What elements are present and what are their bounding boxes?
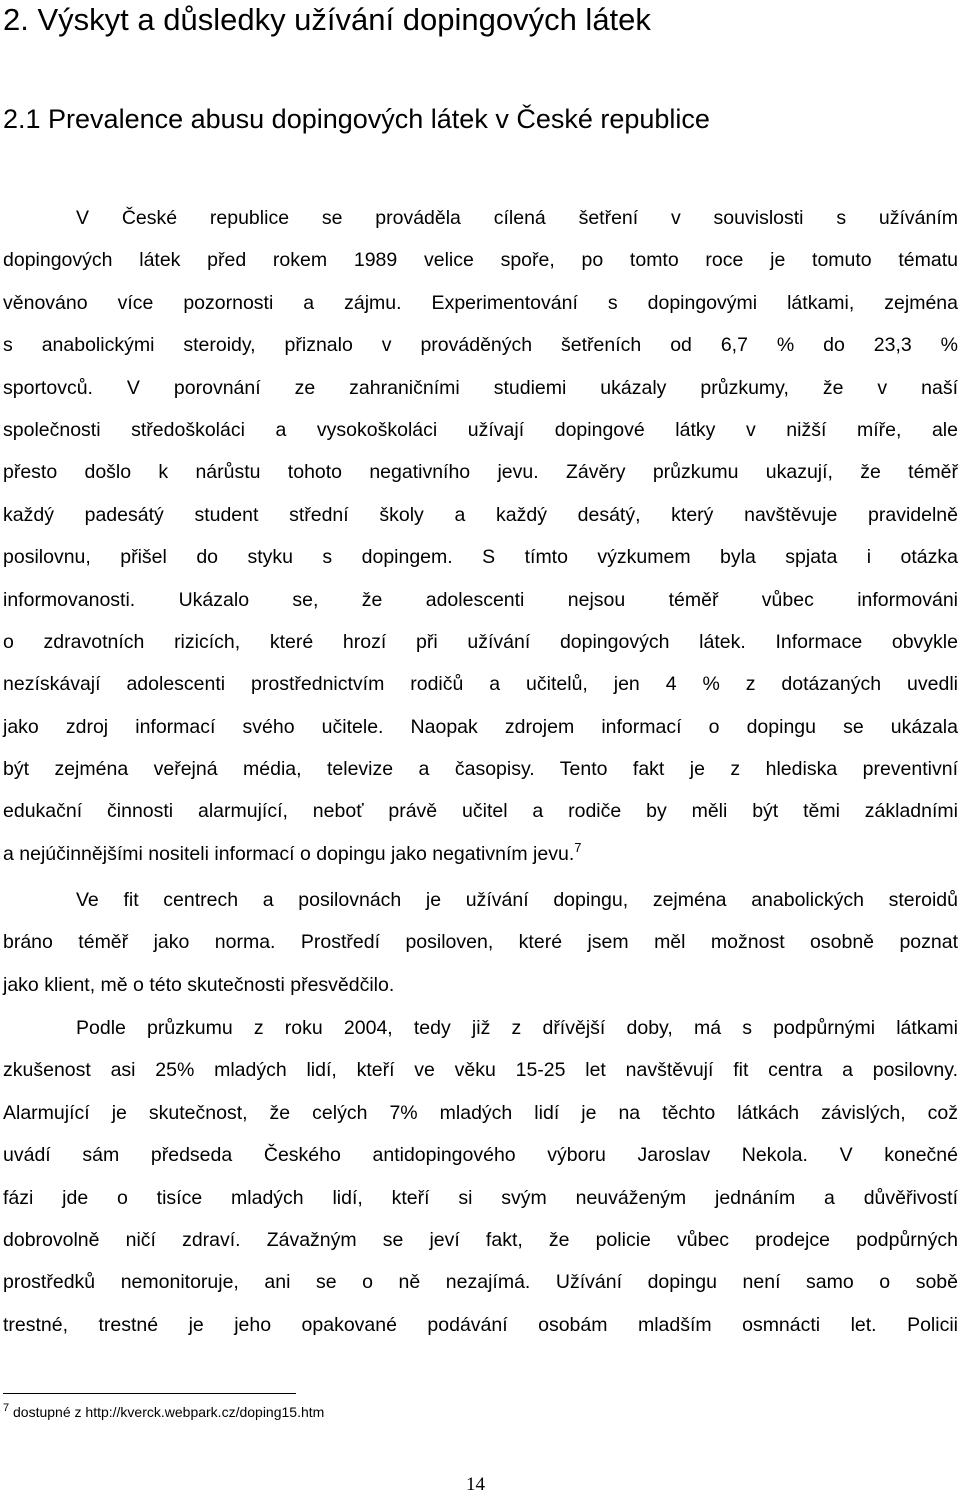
paragraph-line: dobrovolně ničí zdraví. Závažným se jeví fakt, že policie vůbec prodejce podpůrných [3, 1228, 958, 1251]
footnote-divider [3, 1393, 296, 1394]
paragraph-line: zkušenost asi 25% mladých lidí, kteří ve věku 15-25 let navštěvují fit centra a posilovny. [3, 1059, 958, 1082]
paragraph-3 [3, 1007, 958, 1346]
paragraph-line: informovanosti. Ukázalo se, že adolescenti nejsou téměř vůbec informováni [3, 588, 958, 611]
paragraph-line: být zejména veřejná média, televize a časopisy. Tento fakt je z hlediska preventivní [3, 758, 958, 781]
paragraph-line: posilovnu, přišel do styku s dopingem. S tímto výzkumem byla spjata i otázka [3, 546, 958, 569]
paragraph-line: trestné, trestné je jeho opakované podávání osobám mladším osmnácti let. Policii [3, 1313, 958, 1336]
paragraph-line: edukační činnosti alarmující, neboť právě učitel a rodiče by měli být těmi základními [3, 800, 958, 823]
paragraph-line: dopingových látek před rokem 1989 velice spoře, po tomto roce je tomuto tématu [3, 249, 958, 272]
paragraph-line: s anabolickými steroidy, přiznalo v prováděných šetřeních od 6,7 % do 23,3 % [3, 334, 958, 357]
paragraph-line-text: a nejúčinnějšími nositeli informací o dopingu jako negativním jevu. [3, 842, 575, 865]
paragraph-line: prostředků nemonitoruje, ani se o ně nezajímá. Užívání dopingu není samo o sobě [3, 1271, 958, 1294]
paragraph-line: společnosti středoškoláci a vysokoškoláci užívají dopingové látky v nižší míře, ale [3, 418, 958, 441]
paragraph-line: věnováno více pozornosti a zájmu. Experimentování s dopingovými látkami, zejména [3, 291, 958, 314]
paragraph-line: jako klient, mě o této skutečnosti přesvědčilo. [3, 973, 395, 996]
paragraph-line: uvádí sám předseda Českého antidopingového výboru Jaroslav Nekola. V konečné [3, 1144, 958, 1167]
footnote [3, 1403, 324, 1421]
paragraph-1 [3, 197, 958, 875]
paragraph-line: Alarmující je skutečnost, že celých 7% mladých lidí je na těchto látkách závislých, což [3, 1101, 958, 1124]
paragraph-line: Ve fit centrech a posilovnách je užívání dopingu, zejména anabolických steroidů [76, 889, 958, 911]
paragraph-line: Podle průzkumu z roku 2004, tedy již z dřívější doby, má s podpůrnými látkami [76, 1017, 958, 1039]
paragraph-line: přesto došlo k nárůstu tohoto negativního jevu. Závěry průzkumu ukazují, že téměř [3, 461, 958, 484]
footnote-reference[interactable]: 7 [574, 839, 582, 855]
paragraph-2 [3, 879, 958, 1006]
paragraph-line: nezískávají adolescenti prostřednictvím rodičů a učitelů, jen 4 % z dotázaných uvedli [3, 673, 958, 696]
paragraph-line: bráno téměř jako norma. Prostředí posiloven, které jsem měl možnost osobně poznat [3, 931, 958, 954]
page-number: 14 [466, 1474, 485, 1495]
paragraph-line: sportovců. V porovnání ze zahraničními studiemi ukázaly průzkumy, že v naší [3, 376, 958, 399]
paragraph-line: jako zdroj informací svého učitele. Naopak zdrojem informací o dopingu se ukázala [3, 715, 958, 738]
paragraph-line: fázi jde o tisíce mladých lidí, kteří si svým neuváženým jednáním a důvěřivostí [3, 1186, 958, 1209]
paragraph-line [3, 833, 958, 875]
paragraph-line: o zdravotních rizicích, které hrozí při užívání dopingových látek. Informace obvykle [3, 630, 958, 653]
chapter-heading: 2. Výskyt a důsledky užívání dopingových látek [3, 2, 651, 37]
paragraph-line: V České republice se prováděla cílená šetření v souvislosti s užíváním [76, 207, 958, 229]
footnote-text: dostupné z http://kverck.webpark.cz/doping15.htm [13, 1404, 325, 1420]
footnote-number: 7 [3, 1402, 10, 1414]
section-heading: 2.1 Prevalence abusu dopingových látek v České republice [3, 104, 710, 134]
paragraph-line: každý padesátý student střední školy a každý desátý, který navštěvuje pravidelně [3, 503, 958, 526]
